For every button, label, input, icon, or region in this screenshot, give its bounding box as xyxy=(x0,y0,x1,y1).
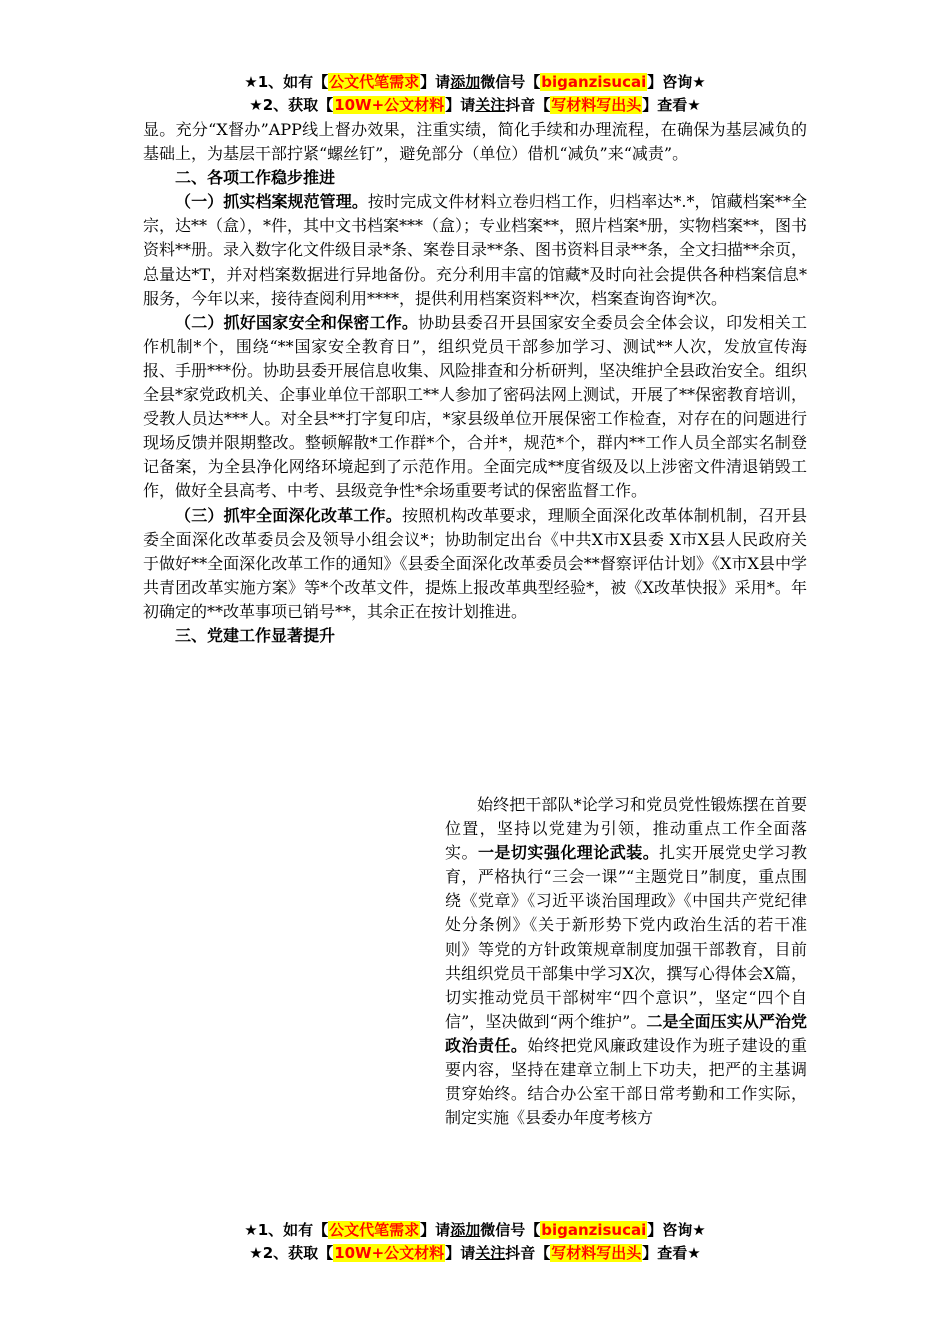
paragraph-lead: 一是切实强化理论武装。 xyxy=(477,843,660,863)
paragraph-text: 按照机构改革要求，理顺全面深化改革体制机制，召开县委全面深化改革委员会及领导小组会议*；协助制定出台《中共X市X县委 X市X县人民政府关于做好**全面深化改革工作的通知》《县委全面深化改革委员会**督察评估计划》《X市X县中学共青团改革实施方案》等*个改革文件，提炼上报改革典型经验*，被《X改革快报》采用*。年初确定的**改革事项已销号**，其余正在按计划推进。 xyxy=(143,505,807,621)
highlight-materials: 10W+公文材料 xyxy=(334,1244,445,1262)
banner-text: 抖音【 xyxy=(505,1244,551,1262)
bottom-banner-line-2 xyxy=(0,1242,950,1264)
banner-text: 】请 xyxy=(420,73,451,91)
paragraph-text: 按时完成文件材料立卷归档工作，归档率达*.*，馆藏档案**全宗，达**（盒），*件，其中文书档案***（盒）；专业档案**，照片档案*册，实物档案**，图书资料**册。录入数字化文件级目录*条、案卷目录**条、图书资料目录**条，全文扫描**余页，总量达*T，并对档案数据进行异地备份。充分利用丰富的馆藏*及时向社会提供各种档案信息*服务，今年以来，接待查阅利用****，提供利用档案资料**次，档案查询咨询*次。 xyxy=(143,192,808,308)
banner-text: 微信号【 xyxy=(480,73,541,91)
banner-text: 抖音【 xyxy=(505,96,551,114)
party-building-column xyxy=(445,793,807,1130)
banner-text: ★1、如有【 xyxy=(244,73,329,91)
banner-text: 微信号【 xyxy=(480,1221,541,1239)
paragraph-text: 协助县委召开县国家安全委员会全体会议，印发相关工作机制*个，围绕“**国家安全教育日”，组织党员干部参加学习、测试**人次，发放宣传海报、手册***份。协助县委开展信息收集、风险排查和分析研判，坚决维护全县政治安全。组织全县*家党政机关、企事业单位干部职工**人参加了密码法网上测试，开展了**保密教育培训，受教人员达***人。对全县**打字复印店，*家县级单位开展保密工作检查，对存在的问题进行现场反馈并限期整改。整顿解散*工作群*个，合并*，规范*个，群内**工作人员全部实名制登记备案，为全县净化网络环境起到了示范作用。全面完成**度省级及以上涉密文件清退销毁工作，做好全县高考、中考、县级竞争性*余场重要考试的保密监督工作。 xyxy=(143,312,808,501)
highlight-douyin-id: 写材料写出头 xyxy=(551,96,642,114)
banner-text: ★2、获取【 xyxy=(249,96,334,114)
banner-underlined: 关注 xyxy=(475,96,506,114)
bottom-banner-line-1 xyxy=(0,1219,950,1241)
paragraph-text: 扎实开展党史学习教育，严格执行“三会一课”“主题党日”制度，重点围绕《党章》《习近平谈治国理政》《中国共产党纪律处分条例》《关于新形势下党内政治生活的若干准则》等党的方针政策规章制度加强干部教育，目前共组织党员干部集中学习X次，撰写心得体会X篇，切实推动党员干部树牢“四个意识”，坚定“四个自信”，坚决做到“两个维护”。 xyxy=(445,843,807,1031)
highlight-wechat-id: biganzisucai xyxy=(541,1221,647,1239)
banner-text: ★1、如有【 xyxy=(244,1221,329,1239)
top-banner-line-1 xyxy=(0,71,950,93)
paragraph-text: 始终把党风廉政建设作为班子建设的重要内容，坚持在建章立制上下功夫，把严的主基调贯穿始终。结合办公室干部日常考勤和工作实际，制定实施《县委办年度考核方 xyxy=(445,1035,807,1128)
section-heading-3: 三、党建工作显著提升 xyxy=(175,625,336,645)
banner-text: 】咨询★ xyxy=(647,73,706,91)
paragraph-reform xyxy=(143,504,807,624)
banner-text: 】请 xyxy=(445,96,476,114)
highlight-materials: 10W+公文材料 xyxy=(334,96,445,114)
banner-text: 】咨询★ xyxy=(647,1221,706,1239)
banner-underlined: 关注 xyxy=(475,1244,506,1262)
banner-underlined: 添加 xyxy=(450,1221,481,1239)
paragraph-archives xyxy=(143,190,807,310)
paragraph-lead: 二是全面压实从严治党政治责任。 xyxy=(445,1011,807,1055)
paragraph-lead: （二）抓好国家安全和保密工作。 xyxy=(175,312,419,332)
paragraph-party-building xyxy=(445,793,807,1130)
banner-text: ★2、获取【 xyxy=(249,1244,334,1262)
document-body xyxy=(143,118,807,648)
intro-paragraph: 显。充分“X督办”APP线上督办效果，注重实绩，简化手续和办理流程，在确保为基层减负的基础上，为基层干部拧紧“螺丝钉”，避免部分（单位）借机“减负”来“减责”。 xyxy=(143,120,807,164)
banner-text: 】查看★ xyxy=(642,1244,701,1262)
highlight-ghostwriting: 公文代笔需求 xyxy=(329,73,420,91)
highlight-douyin-id: 写材料写出头 xyxy=(551,1244,642,1262)
banner-text: 】查看★ xyxy=(642,96,701,114)
paragraph-text: 始终把干部队*论学习和党员党性锻炼摆在首要位置，坚持以党建为引领，推动重点工作全面落实。 xyxy=(445,795,807,863)
banner-text: 】请 xyxy=(420,1221,451,1239)
highlight-ghostwriting: 公文代笔需求 xyxy=(329,1221,420,1239)
top-banner-line-2 xyxy=(0,94,950,116)
section-heading-2: 二、各项工作稳步推进 xyxy=(175,168,336,188)
banner-underlined: 添加 xyxy=(450,73,481,91)
paragraph-lead: （三）抓牢全面深化改革工作。 xyxy=(175,505,402,525)
paragraph-lead: （一）抓实档案规范管理。 xyxy=(175,192,368,212)
highlight-wechat-id: biganzisucai xyxy=(541,73,647,91)
paragraph-security xyxy=(143,311,807,504)
banner-text: 】请 xyxy=(445,1244,476,1262)
